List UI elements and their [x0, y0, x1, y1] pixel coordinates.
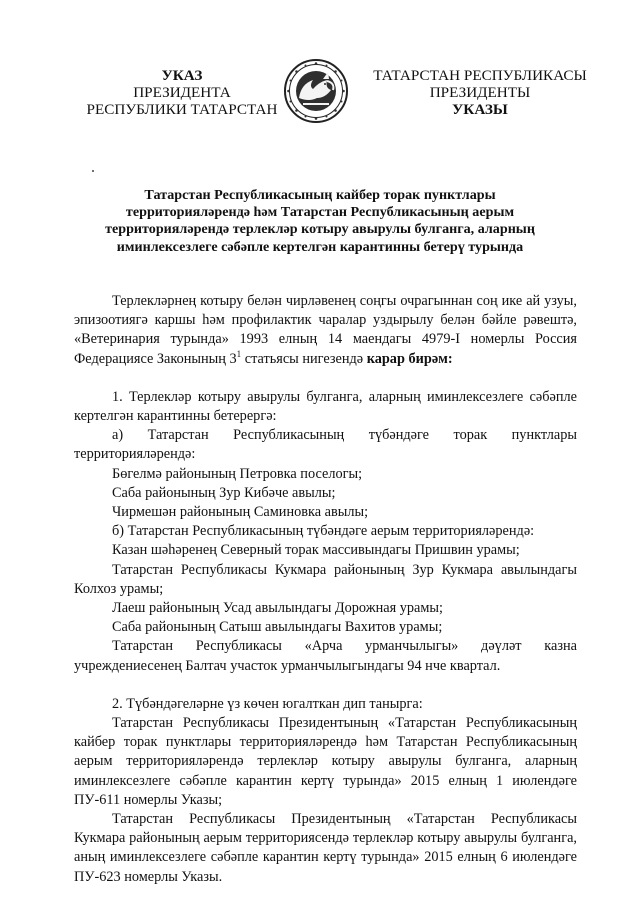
item-1a-heading: а) Татарстан Республикасының түбәндәге торак пунктлары территорияләрендә:	[74, 427, 577, 463]
item-2-entry-1: Татарстан Республикасы Президентының «Татарстан Республикасының кайбер торак пунктлары территорияләрендә һәм Татарстан Республикасының аерым территорияләрендә терлекләр котыру авырулы булганга, аларның иминлексезлеге сәбәпле карантин кертү турында» 2015 елның 1 июлендәге ПУ-611 номерлы Указы;	[74, 715, 577, 808]
header-left-line-3: РЕСПУБЛИКИ ТАТАРСТАН	[86, 101, 278, 118]
item-2-entry-2: Татарстан Республикасы Президентының «Татарстан Республикасы Кукмара районының аерым территориясендә терлекләр котыру авырулы булганга, аның иминлексезлеге сәбәпле карантин кертү турында» 2015 елның 6 июлендәге ПУ-623 номерлы Указы.	[74, 811, 577, 885]
document-header	[0, 58, 640, 128]
header-left-line-1: УКАЗ	[161, 67, 203, 84]
item-1-intro: 1. Терлекләр котыру авырулы булганга, аларның иминлексезлеге сәбәпле кертелгән карантинны бетерергә:	[74, 388, 577, 425]
header-left-line-2: ПРЕЗИДЕНТА	[133, 84, 231, 101]
item-1a-entry-3: Чирмешән районының Саминовка авылы;	[112, 504, 369, 521]
item-1b-entry-3: Лаеш районының Усад авылындагы Дорожная урамы;	[112, 600, 444, 617]
header-tatar	[365, 67, 595, 118]
item-1b-entry-1: Казан шәһәренең Северный торак массивындагы Пришвин урамы;	[112, 542, 520, 559]
item-2-intro: 2. Түбәндәгеләрне үз көчен югалткан дип танырга:	[112, 695, 423, 712]
preamble-resolution: карар бирәм:	[366, 350, 453, 367]
header-russian	[72, 67, 292, 118]
item-1b-entry-2: Татарстан Республикасы Кукмара районының Зур Кукмара авылындагы Колхоз урамы;	[74, 561, 577, 597]
item-1b-heading: б) Татарстан Республикасының түбәндәге аерым территорияләрендә:	[112, 523, 535, 540]
title-line-1: Татарстан Республикасының кайбер торак пунктлары	[144, 187, 496, 203]
preamble-text: Терлекләрнең котыру белән чирләвенең соңгы очрагыннан соң ике ай узуы, эпизоотиягә каршы һәм профилактик чаралар уздырылу белән бәйле рәвештә, «Ветеринария турында» 1993 елның 14 маендагы 4979-I номерлы Россия Федерациясе Законының 3	[74, 293, 577, 367]
header-right-line-2: ПРЕЗИДЕНТЫ	[429, 84, 531, 101]
title-line-3: территорияләрендә терлекләр котыру авырулы булганга, аларның	[105, 221, 535, 238]
header-right-line-3: УКАЗЫ	[452, 101, 508, 118]
stray-mark	[92, 170, 94, 172]
header-right-line-1: ТАТАРСТАН РЕСПУБЛИКАСЫ	[373, 67, 587, 84]
item-1a-entry-2: Саба районының Зур Кибәче авылы;	[112, 484, 336, 501]
title-line-2: территорияләрендә һәм Татарстан Республикасының аерым	[125, 204, 515, 221]
preamble-paragraph	[74, 292, 577, 369]
preamble-tail: статьясы нигезендә	[241, 350, 367, 367]
decree-title	[100, 187, 540, 256]
item-1b-entry-4: Саба районының Сатыш авылындагы Вахитов урамы;	[112, 619, 443, 636]
title-line-4: иминлексезлеге сәбәпле кертелгән карантинны бетерү турында	[116, 238, 524, 255]
item-1b-entry-5: Татарстан Республикасы «Арча урманчылыгы» дәүләт казна учреждениесенең Балтач участок урманчылыгындагы 94 нче квартал.	[74, 638, 577, 674]
decree-body	[74, 292, 577, 887]
item-1a-entry-1: Бөгелмә районының Петровка поселогы;	[112, 465, 363, 482]
preamble-superscript: 1	[236, 348, 242, 359]
tatarstan-emblem-icon	[283, 58, 349, 124]
